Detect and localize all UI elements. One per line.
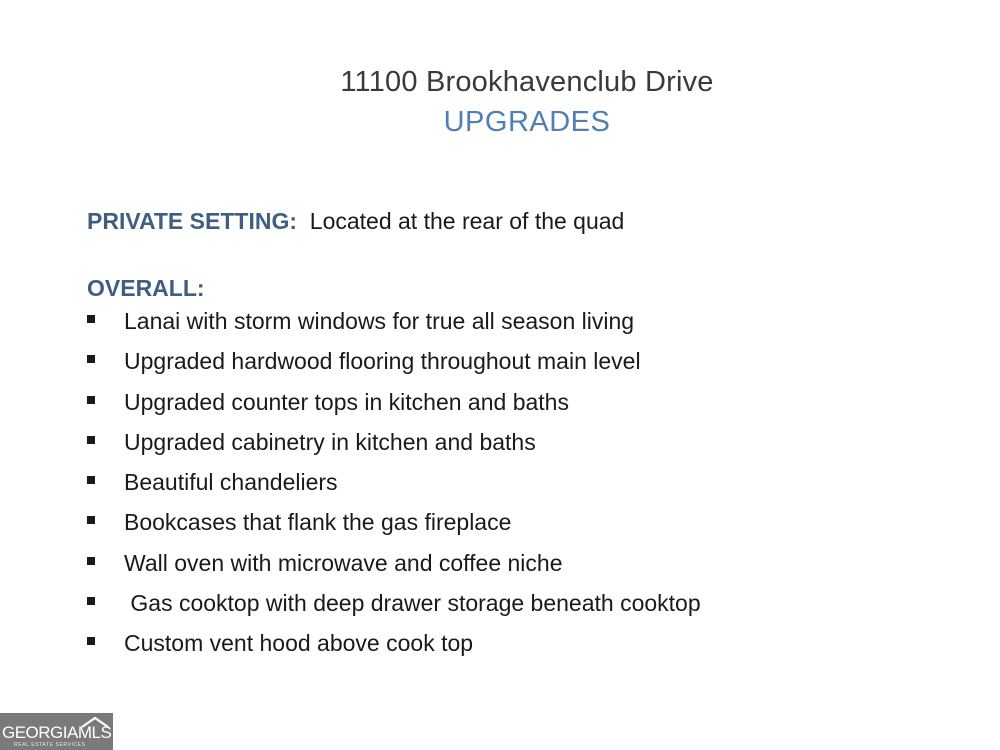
- private-setting-label: PRIVATE SETTING:: [87, 208, 297, 234]
- square-bullet-icon: [87, 315, 95, 323]
- list-item-text: Wall oven with microwave and coffee niche: [124, 549, 563, 576]
- logo-wordmark: GEORGIAMLS: [2, 723, 112, 742]
- list-item-text: Upgraded counter tops in kitchen and baths: [124, 388, 569, 415]
- list-item-text: Bookcases that flank the gas fireplace: [124, 509, 512, 536]
- private-setting-line: [87, 206, 624, 236]
- logo-tagline: REAL ESTATE SERVICES: [14, 742, 86, 748]
- square-bullet-icon: [87, 476, 95, 484]
- list-item-text: Lanai with storm windows for true all season living: [124, 308, 635, 334]
- square-bullet-icon: [87, 637, 95, 645]
- georgia-mls-logo: [0, 713, 113, 750]
- square-bullet-icon: [87, 396, 95, 404]
- overall-label: OVERALL:: [87, 275, 205, 301]
- page-title: 11100 Brookhavenclub Drive: [340, 66, 714, 98]
- overall-heading: [87, 273, 205, 303]
- page-subtitle: UPGRADES: [443, 106, 611, 138]
- list-item-text: Upgraded cabinetry in kitchen and baths: [124, 428, 536, 455]
- square-bullet-icon: [87, 597, 95, 605]
- list-item-text: Custom vent hood above cook top: [124, 630, 474, 657]
- square-bullet-icon: [87, 557, 95, 565]
- private-setting-text: Located at the rear of the quad: [309, 208, 625, 234]
- list-item-text: Beautiful chandeliers: [124, 469, 338, 496]
- square-bullet-icon: [87, 436, 95, 444]
- title-block: [0, 62, 1000, 142]
- square-bullet-icon: [87, 516, 95, 524]
- list-item-text: Upgraded hardwood flooring throughout main level: [124, 348, 641, 375]
- square-bullet-icon: [87, 355, 95, 363]
- list-item-text: Gas cooktop with deep drawer storage beneath cooktop: [124, 590, 701, 617]
